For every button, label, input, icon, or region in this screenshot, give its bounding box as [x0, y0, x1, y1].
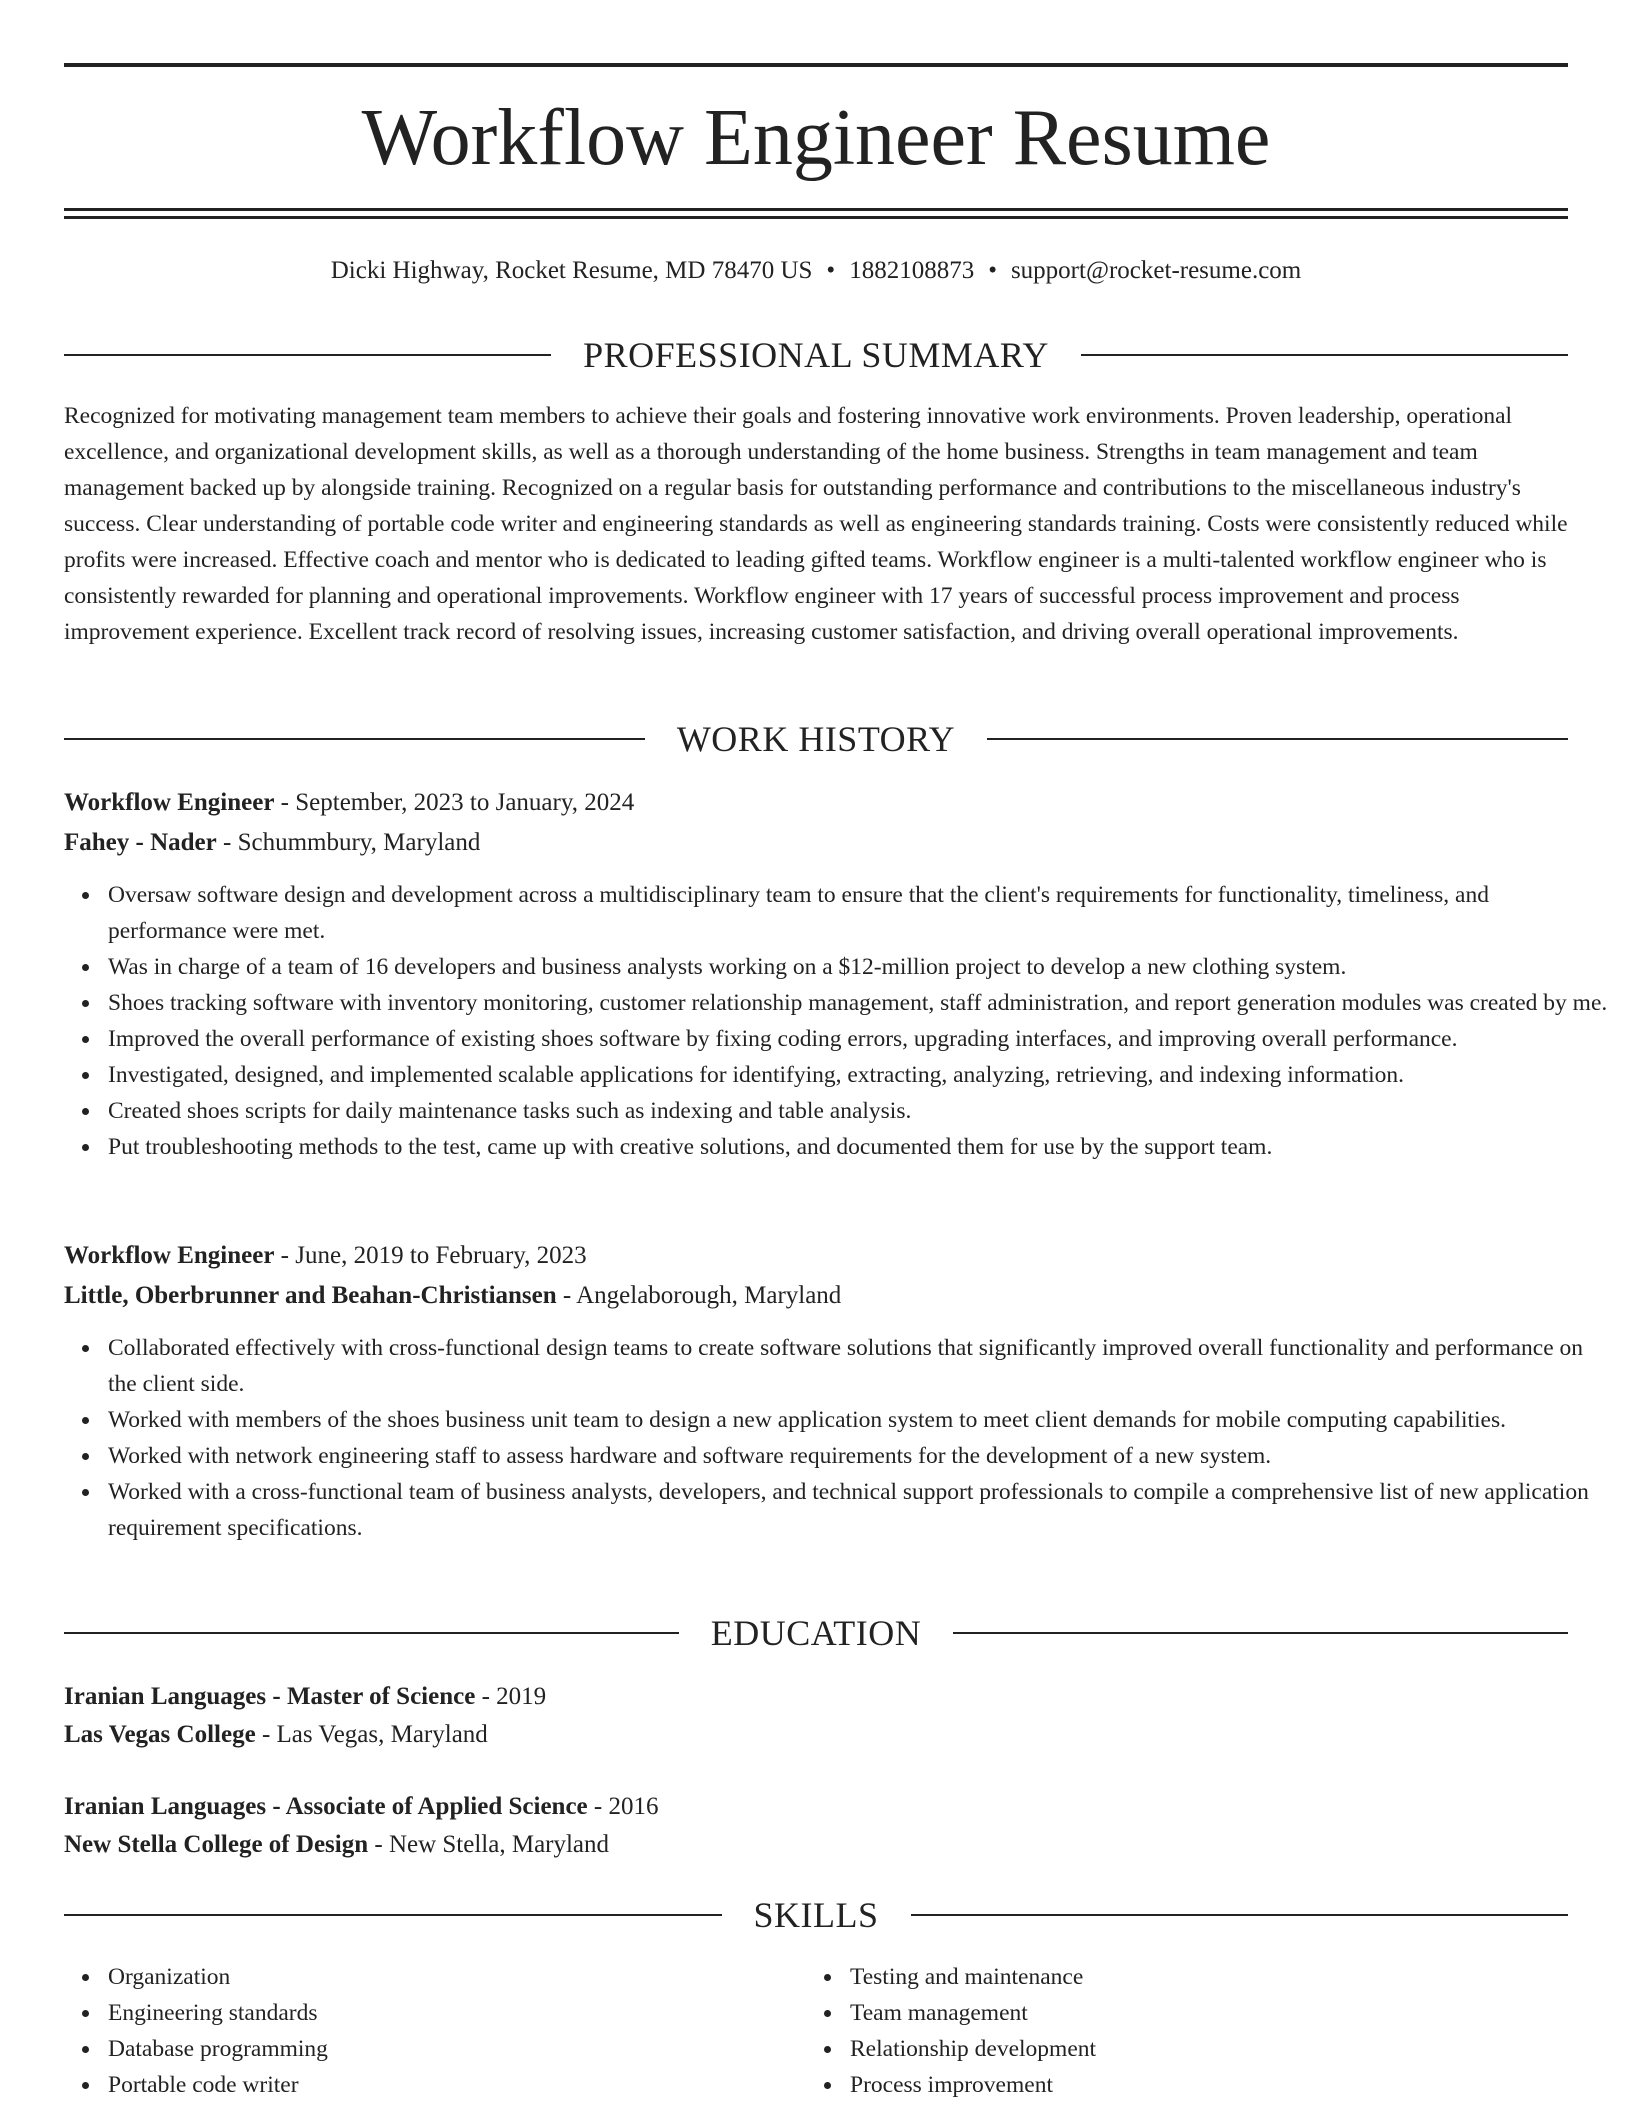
heading-rule — [911, 1914, 1569, 1916]
section-title: PROFESSIONAL SUMMARY — [583, 335, 1049, 375]
education-school: New Stella College of Design — [64, 1831, 369, 1858]
list-item: Worked with members of the shoes business unit team to design a new application system to meet client demands for mobile computing capabilities. — [108, 1402, 1612, 1438]
title-rule-lower — [64, 216, 1568, 219]
education-year: - 2019 — [475, 1683, 547, 1710]
contact-separator: • — [988, 257, 997, 284]
contact-address: Dicki Highway, Rocket Resume, MD 78470 US — [330, 257, 813, 284]
job-company: Fahey - Nader — [64, 829, 217, 856]
skill-item: Database programming — [108, 2031, 808, 2067]
job-location: - Angelaborough, Maryland — [556, 1282, 842, 1309]
job-title-line — [64, 1239, 1568, 1273]
section-heading-education — [64, 1611, 1568, 1655]
section-title: SKILLS — [753, 1895, 879, 1935]
job-company: Little, Oberbrunner and Beahan-Christiansen — [64, 1282, 557, 1309]
heading-rule — [64, 354, 551, 356]
list-item: Worked with network engineering staff to assess hardware and software requirements for the development of a new system. — [108, 1438, 1612, 1474]
section-title: WORK HISTORY — [676, 719, 956, 759]
job-title: Workflow Engineer — [64, 789, 275, 816]
job-location: - Schummbury, Maryland — [216, 829, 481, 856]
list-item: Collaborated effectively with cross-functional design teams to create software solutions that significantly improved overall functionality and performance on the client side. — [108, 1330, 1612, 1402]
section-heading-work-history — [64, 717, 1568, 761]
section-heading-summary — [64, 333, 1568, 377]
contact-phone: 1882108873 — [849, 257, 975, 284]
list-item: Improved the overall performance of existing shoes software by fixing coding errors, upgrading interfaces, and improving overall performance. — [108, 1021, 1612, 1057]
education-school: Las Vegas College — [64, 1721, 256, 1748]
skills-list-left — [64, 1959, 808, 2103]
heading-rule — [64, 738, 645, 740]
job-title: Workflow Engineer — [64, 1242, 275, 1269]
heading-rule — [64, 1914, 722, 1916]
heading-rule — [987, 738, 1568, 740]
education-school-line — [64, 1827, 1568, 1863]
list-item: Was in charge of a team of 16 developers and business analysts working on a $12-million project to develop a new clothing system. — [108, 949, 1612, 985]
job-company-line — [64, 826, 1568, 860]
job-company-line — [64, 1279, 1568, 1313]
education-degree: Iranian Languages - Master of Science — [64, 1683, 476, 1710]
section-title: EDUCATION — [710, 1613, 922, 1653]
skill-item: Team management — [850, 1995, 1550, 2031]
education-degree-line — [64, 1679, 1568, 1715]
job-dates: - September, 2023 to January, 2024 — [274, 789, 635, 816]
education-location: - New Stella, Maryland — [368, 1831, 610, 1858]
skill-item: Relationship development — [850, 2031, 1550, 2067]
contact-email: support@rocket-resume.com — [1010, 257, 1302, 284]
list-item: Oversaw software design and development across a multidisciplinary team to ensure that the client's requirements for functionality, timeliness, and performance were met. — [108, 877, 1612, 949]
skill-item: Process improvement — [850, 2067, 1550, 2103]
contact-line — [64, 254, 1568, 288]
list-item: Worked with a cross-functional team of business analysts, developers, and technical support professionals to compile a comprehensive list of new application requirement specifications. — [108, 1474, 1612, 1546]
job-dates: - June, 2019 to February, 2023 — [274, 1242, 587, 1269]
education-degree: Iranian Languages - Associate of Applied Science — [64, 1793, 588, 1820]
skills-list-right — [806, 1959, 1550, 2103]
heading-rule — [64, 1632, 679, 1634]
resume-title: Workflow Engineer Resume — [361, 94, 1271, 182]
job-bullets — [64, 1330, 1612, 1546]
top-rule — [64, 63, 1568, 67]
list-item: Created shoes scripts for daily maintenance tasks such as indexing and table analysis. — [108, 1093, 1612, 1129]
list-item: Investigated, designed, and implemented scalable applications for identifying, extracting, analyzing, retrieving, and indexing information. — [108, 1057, 1612, 1093]
education-year: - 2016 — [587, 1793, 659, 1820]
skill-item: Organization — [108, 1959, 808, 1995]
job-bullets — [64, 877, 1612, 1165]
skill-item: Engineering standards — [108, 1995, 808, 2031]
education-school-line — [64, 1717, 1568, 1753]
skill-item: Portable code writer — [108, 2067, 808, 2103]
section-heading-skills — [64, 1893, 1568, 1937]
job-title-line — [64, 786, 1568, 820]
education-location: - Las Vegas, Maryland — [255, 1721, 488, 1748]
summary-text: Recognized for motivating management team members to achieve their goals and fostering innovative work environments. Proven leadership, operational excellence, and organizational development skills, as well as a thorough understanding of the home business. Strengths in team management and team management backed up by alongside training. Recognized on a regular basis for outstanding performance and contributions to the miscellaneous industry's success. Clear understanding of portable code writer and engineering standards as well as engineering standards training. Costs were consistently reduced while profits were increased. Effective coach and mentor who is dedicated to leading gifted teams. Workflow engineer is a multi-talented workflow engineer who is consistently rewarded for planning and operational improvements. Workflow engineer with 17 years of successful process improvement and process improvement experience. Excellent track record of resolving issues, increasing customer satisfaction, and driving overall operational improvements. — [64, 403, 1568, 645]
education-degree-line — [64, 1789, 1568, 1825]
heading-rule — [953, 1632, 1568, 1634]
list-item: Put troubleshooting methods to the test, came up with creative solutions, and documented them for use by the support team. — [108, 1129, 1612, 1165]
heading-rule — [1081, 354, 1568, 356]
title-rule-upper — [64, 208, 1568, 211]
skill-item: Testing and maintenance — [850, 1959, 1550, 1995]
list-item: Shoes tracking software with inventory monitoring, customer relationship management, staff administration, and report generation modules was created by me. — [108, 985, 1612, 1021]
contact-separator: • — [826, 257, 836, 284]
